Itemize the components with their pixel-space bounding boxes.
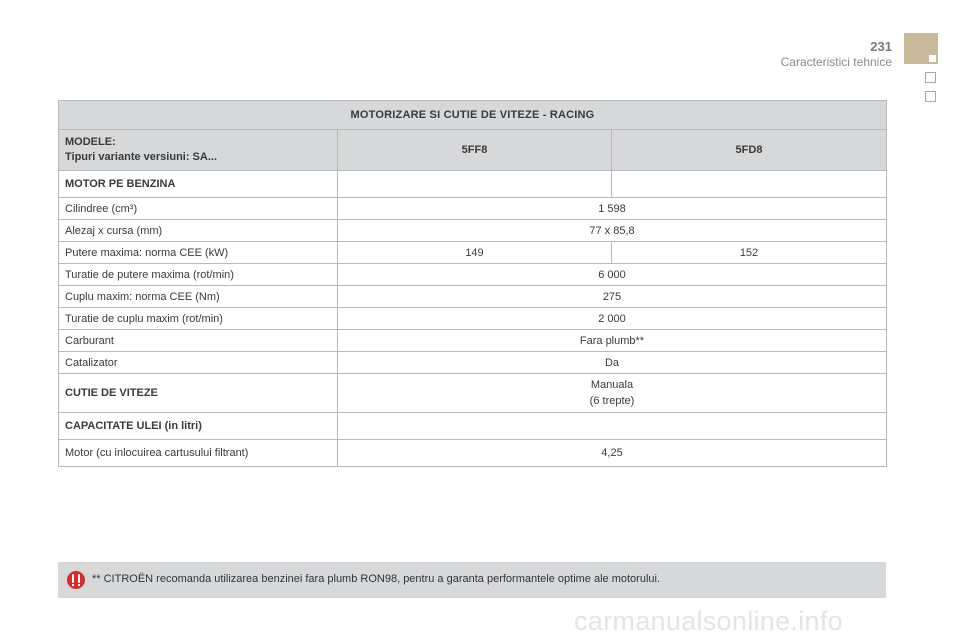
model-5ff8: 5FF8 xyxy=(338,130,612,171)
table-row xyxy=(59,374,887,413)
oil-section-heading: CAPACITATE ULEI (in litri) xyxy=(59,413,338,440)
chapter-tab-active xyxy=(904,33,938,64)
gearbox-value-line1: Manuala xyxy=(590,379,634,391)
empty-cell xyxy=(338,413,887,440)
warning-icon xyxy=(67,571,85,589)
models-label-line1: MODELE: xyxy=(65,136,116,148)
chapter-tab-marker xyxy=(925,72,936,83)
row-value: 6 000 xyxy=(338,264,887,286)
models-label xyxy=(59,130,338,171)
row-value-5fd8: 152 xyxy=(612,242,887,264)
fuel-note-text: ** CITROËN recomanda utilizarea benzinei fara plumb RON98, pentru a garanta performantele optime ale motorului. xyxy=(92,573,661,585)
table-row xyxy=(59,264,887,286)
row-value: 77 x 85,8 xyxy=(338,220,887,242)
row-value: Da xyxy=(338,352,887,374)
gearbox-value xyxy=(338,374,887,413)
row-value-5ff8: 149 xyxy=(338,242,612,264)
engine-section-heading: MOTOR PE BENZINA xyxy=(59,171,338,198)
table-row xyxy=(59,440,887,467)
row-value: 4,25 xyxy=(338,440,887,467)
row-value: Fara plumb** xyxy=(338,330,887,352)
row-value: 2 000 xyxy=(338,308,887,330)
chapter-tab-marker xyxy=(925,91,936,102)
table-title: MOTORIZARE SI CUTIE DE VITEZE - RACING xyxy=(59,101,887,130)
watermark: carmanualsonline.info xyxy=(574,606,843,636)
section-title: Caracteristici tehnice xyxy=(780,55,892,69)
table-row xyxy=(59,242,887,264)
row-label: Cuplu maxim: norma CEE (Nm) xyxy=(59,286,338,308)
spec-table xyxy=(58,100,887,467)
row-label: Catalizator xyxy=(59,352,338,374)
row-label: Turatie de putere maxima (rot/min) xyxy=(59,264,338,286)
row-value: 1 598 xyxy=(338,198,887,220)
table-row xyxy=(59,330,887,352)
page-number: 231 xyxy=(870,39,892,54)
model-5fd8: 5FD8 xyxy=(612,130,887,171)
gearbox-heading: CUTIE DE VITEZE xyxy=(59,374,338,413)
row-value: 275 xyxy=(338,286,887,308)
table-row xyxy=(59,220,887,242)
table-row xyxy=(59,198,887,220)
row-label: Putere maxima: norma CEE (kW) xyxy=(59,242,338,264)
table-row xyxy=(59,352,887,374)
models-label-line2: Tipuri variante versiuni: SA... xyxy=(65,151,218,163)
empty-cell xyxy=(612,171,887,198)
row-label: Motor (cu inlocuirea cartusului filtrant) xyxy=(59,440,338,467)
fuel-note xyxy=(58,562,886,598)
row-label: Turatie de cuplu maxim (rot/min) xyxy=(59,308,338,330)
row-label: Cilindree (cm³) xyxy=(59,198,338,220)
empty-cell xyxy=(338,171,612,198)
gearbox-value-line2: (6 trepte) xyxy=(589,395,635,407)
table-row xyxy=(59,286,887,308)
row-label: Carburant xyxy=(59,330,338,352)
row-label: Alezaj x cursa (mm) xyxy=(59,220,338,242)
table-row xyxy=(59,308,887,330)
